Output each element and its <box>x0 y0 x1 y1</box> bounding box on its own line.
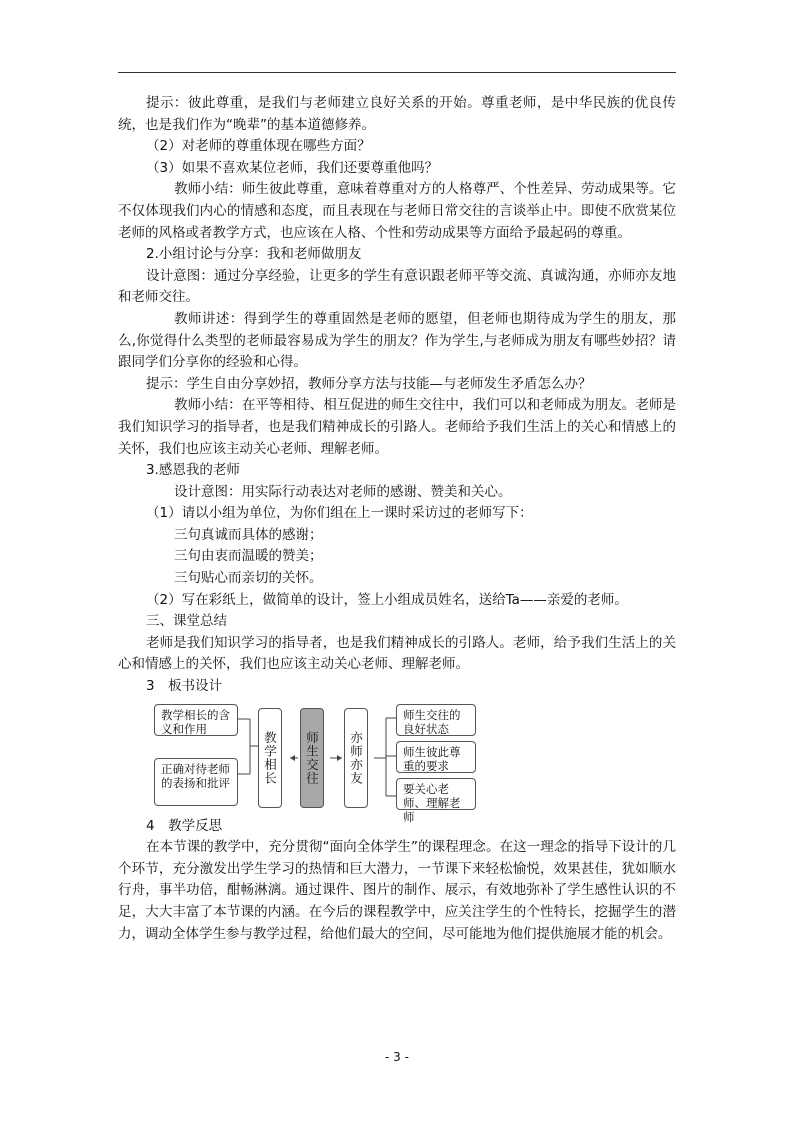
activity-step-1: （1）请以小组为单位，为你们组在上一课时采访过的老师写下： <box>146 505 533 522</box>
teacher-summary: 教师小结：师生彼此尊重，意味着尊重对方的人格尊严、个性差异、劳动成果等。它不仅体现我们内心的情感和态度，而且表现在与老师日常交往的言谈举止中。即使不欣赏某位老师的风格或者教学方式，也应该在人格、个性和劳动成果等方面给予最起码的尊重。 <box>118 181 676 241</box>
teaching-reflection: 在本节课的教学中，充分贯彻“面向全体学生”的课程理念。在这一理念的指导下设计的几个环节，充分激发出学生学习的热情和巨大潜力，一节课下来轻松愉悦，效果甚佳，犹如顺水行舟，事半功倍，酣畅淋漓。通过课件、图片的制作、展示，有效地弥补了学生感性认识的不足，大大丰富了本节课的内涵。在今后的课程教学中，应关注学生的个性特长，挖掘学生的潜力，调动全体学生参与教学过程，给他们最大的空间，尽可能地为他们提供施展才能的机会。 <box>118 839 676 942</box>
teacher-lecture: 教师讲述：得到学生的尊重固然是老师的愿望，但老师也期待成为学生的朋友，那么,你觉得什么类型的老师最容易成为学生的朋友？作为学生,与老师成为朋友有哪些妙招？请跟同学们分享你的经验和心得。 <box>118 310 676 371</box>
question-2: （2）对老师的尊重体现在哪些方面？ <box>146 138 371 155</box>
design-intent: 设计意图：用实际行动表达对老师的感谢、赞美和关心。 <box>174 483 512 500</box>
board-box-left-bottom: 正确对待老师的表扬和批评 <box>154 758 238 806</box>
activity-step-2: （2）写在彩纸上，做简单的设计，签上小组成员姓名，送给Ta——亲爱的老师。 <box>146 591 628 608</box>
question-3: （3）如果不喜欢某位老师，我们还要尊重他吗？ <box>146 159 439 176</box>
hint: 提示：学生自由分享妙招，教师分享方法与技能—与老师发生矛盾怎么办？ <box>146 375 592 392</box>
board-box-right-3: 要关心老师、理解老师 <box>396 778 476 810</box>
header-rule <box>118 72 676 73</box>
section-heading: 4 教学反思 <box>146 817 223 834</box>
board-box-left-top: 教学相长的含义和作用 <box>154 704 238 736</box>
design-intent: 设计意图：通过分享经验，让更多的学生有意识跟老师平等交流、真诚沟通，亦师亦友地和老师交往。 <box>118 267 676 306</box>
board-box-right-1: 师生交往的良好状态 <box>396 704 476 736</box>
section-heading: 三、课堂总结 <box>146 613 227 630</box>
list-item: 三句真诚而具体的感谢； <box>174 526 323 543</box>
board-col-center: 师生交往 <box>300 708 324 808</box>
list-item: 三句由衷而温暖的赞美； <box>174 548 323 565</box>
teacher-summary: 教师小结：在平等相待、相互促进的师生交往中，我们可以和老师成为朋友。老师是我们知识学习的指导者，也是我们精神成长的引路人。老师给予我们生活上的关心和情感上的关怀，我们也应该主动关心老师、理解老师。 <box>118 397 676 457</box>
board-box-right-2: 师生彼此尊重的要求 <box>396 741 476 773</box>
section-heading: 3 板书设计 <box>146 678 223 695</box>
board-col-teaching: 教学相长 <box>258 708 282 808</box>
paragraph: 提示：彼此尊重，是我们与老师建立良好关系的开始。尊重老师，是中华民族的优良传统，也是我们作为“晚辈”的基本道德修养。 <box>118 95 676 133</box>
section-heading: 2.小组讨论与分享：我和老师做朋友 <box>146 246 362 263</box>
list-item: 三句贴心而亲切的关怀。 <box>174 570 323 587</box>
document-body <box>118 93 676 945</box>
class-summary: 老师是我们知识学习的指导者，也是我们精神成长的引路人。老师，给予我们生活上的关心和情感上的关怀，我们也应该主动关心老师、理解老师。 <box>118 634 676 673</box>
blackboard-design-diagram <box>118 704 676 824</box>
page-number: - 3 - <box>385 1050 409 1064</box>
board-col-friends: 亦师亦友 <box>344 708 368 808</box>
section-heading: 3.感恩我的老师 <box>146 462 240 479</box>
